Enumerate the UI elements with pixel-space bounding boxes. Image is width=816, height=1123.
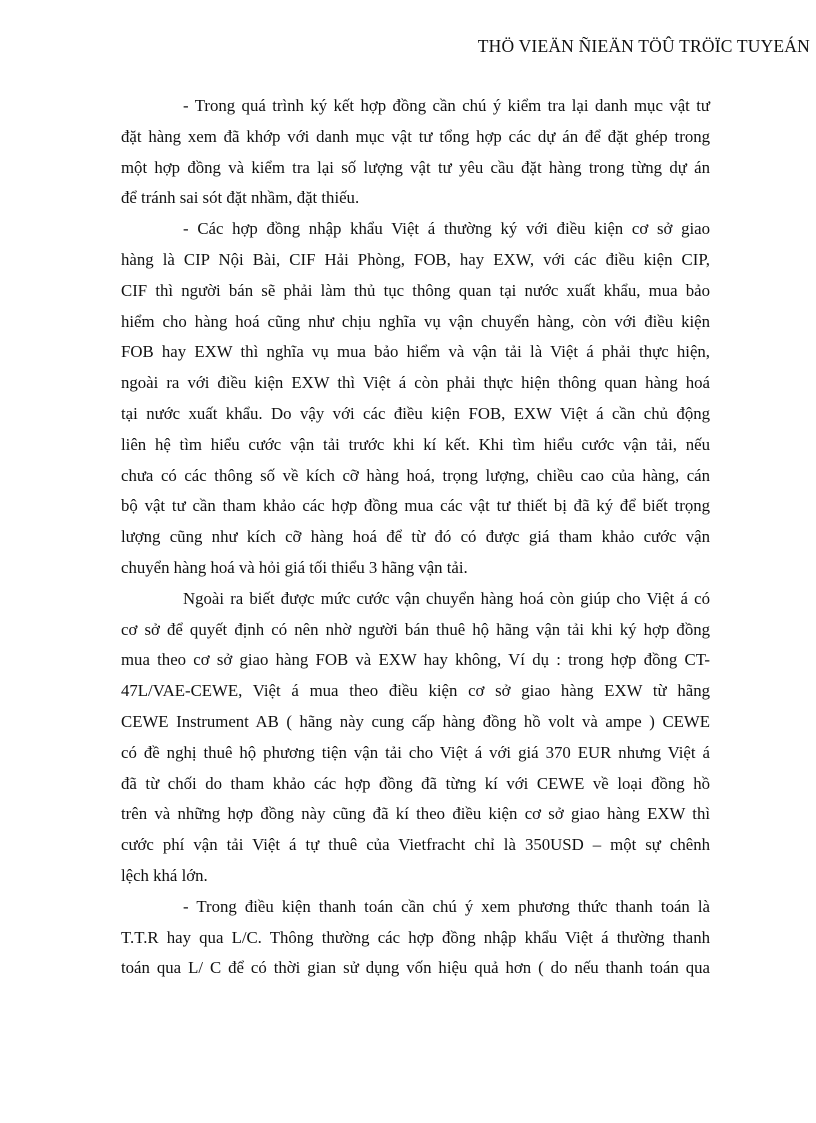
text-line: T.T.R hay qua L/C. Thông thường các hợp đồng nhập khẩu Việt á thường thanh xyxy=(121,927,710,947)
text-line: liên hệ tìm hiểu cước vận tải trước khi kí kết. Khi tìm hiểu cước vận tải, nếu xyxy=(121,434,710,454)
text-line: chuyển hàng hoá và hỏi giá tối thiểu 3 hãng vận tải. xyxy=(121,557,468,577)
text-line: đã từ chối do tham khảo các hợp đồng đã từng kí với CEWE về loại đồng hồ xyxy=(121,773,710,793)
text-line: - Trong quá trình ký kết hợp đồng cần chú ý kiểm tra lại danh mục vật tư xyxy=(183,96,710,115)
text-line: hiểm cho hàng hoá cũng như chịu nghĩa vụ vận chuyển hàng, còn với điều kiện xyxy=(121,311,710,331)
paragraph-delivery-terms xyxy=(121,214,710,584)
text-line: lượng cũng như kích cỡ hàng hoá để từ đó có được giá tham khảo cước vận xyxy=(121,527,710,547)
text-line: 47L/VAE-CEWE, Việt á mua theo điều kiện cơ sở giao hàng EXW từ hãng xyxy=(121,681,710,701)
text-line: CEWE Instrument AB ( hãng này cung cấp hàng đồng hồ volt và ampe ) CEWE xyxy=(121,711,710,731)
page-header xyxy=(0,34,816,58)
text-line: đặt hàng xem đã khớp với danh mục vật tư tổng hợp các dự án để đặt ghép trong xyxy=(121,126,710,146)
text-line: tại nước xuất khẩu. Do vậy với các điều kiện FOB, EXW Việt á cần chủ động xyxy=(121,403,710,423)
text-line: lệch khá lớn. xyxy=(121,865,208,885)
text-line: mua theo cơ sở giao hàng FOB và EXW hay không, Ví dụ : trong hợp đồng CT- xyxy=(121,650,710,670)
document-body xyxy=(121,91,710,984)
text-line: cước phí vận tải Việt á tự thuê của Vietfracht chỉ là 350USD – một sự chênh xyxy=(121,835,710,855)
paragraph-contract-check xyxy=(121,91,710,214)
text-line: để tránh sai sót đặt nhầm, đặt thiếu. xyxy=(121,188,360,208)
text-line: một hợp đồng và kiểm tra lại số lượng vật tư yêu cầu đặt hàng trong từng dự án xyxy=(121,157,710,177)
text-line: cơ sở để quyết định có nên nhờ người bán thuê hộ hãng vận tải khi ký hợp đồng xyxy=(121,619,710,639)
text-line: - Các hợp đồng nhập khẩu Việt á thường ký với điều kiện cơ sở giao xyxy=(183,219,710,239)
text-line: chưa có các thông số về kích cỡ hàng hoá, trọng lượng, chiều cao của hàng, cán xyxy=(121,465,710,485)
text-line: ngoài ra với điều kiện EXW thì Việt á còn phải thực hiện thông quan hàng hoá xyxy=(121,373,710,393)
text-line: Ngoài ra biết được mức cước vận chuyển hàng hoá còn giúp cho Việt á có xyxy=(183,588,710,608)
text-line: - Trong điều kiện thanh toán cần chú ý xem phương thức thanh toán là xyxy=(183,896,710,916)
text-line: hàng là CIP Nội Bài, CIF Hải Phòng, FOB, hay EXW, với các điều kiện CIP, xyxy=(121,249,710,269)
header-title: THÖ VIEÄN ÑIEÄN TÖÛ TRÖÏC TUYEÁN xyxy=(477,36,810,56)
text-line: có đề nghị thuê hộ phương tiện vận tải cho Việt á với giá 370 EUR nhưng Việt á xyxy=(121,742,710,762)
text-line: FOB hay EXW thì nghĩa vụ mua bảo hiểm và vận tải là Việt á phải thực hiện, xyxy=(121,342,710,362)
text-line: bộ vật tư cần tham khảo các hợp đồng mua các vật tư thiết bị đã ký để biết trọng xyxy=(121,496,710,516)
paragraph-freight-example xyxy=(121,584,710,892)
text-line: CIF thì người bán sẽ phải làm thủ tục thông quan tại nước xuất khẩu, mua bảo xyxy=(121,280,710,300)
text-line: trên và những hợp đồng này cũng đã kí theo điều kiện cơ sở giao hàng EXW thì xyxy=(121,804,710,824)
text-line: toán qua L/ C để có thời gian sử dụng vốn hiệu quả hơn ( do nếu thanh toán qua xyxy=(121,958,710,978)
paragraph-payment-terms xyxy=(121,892,710,984)
